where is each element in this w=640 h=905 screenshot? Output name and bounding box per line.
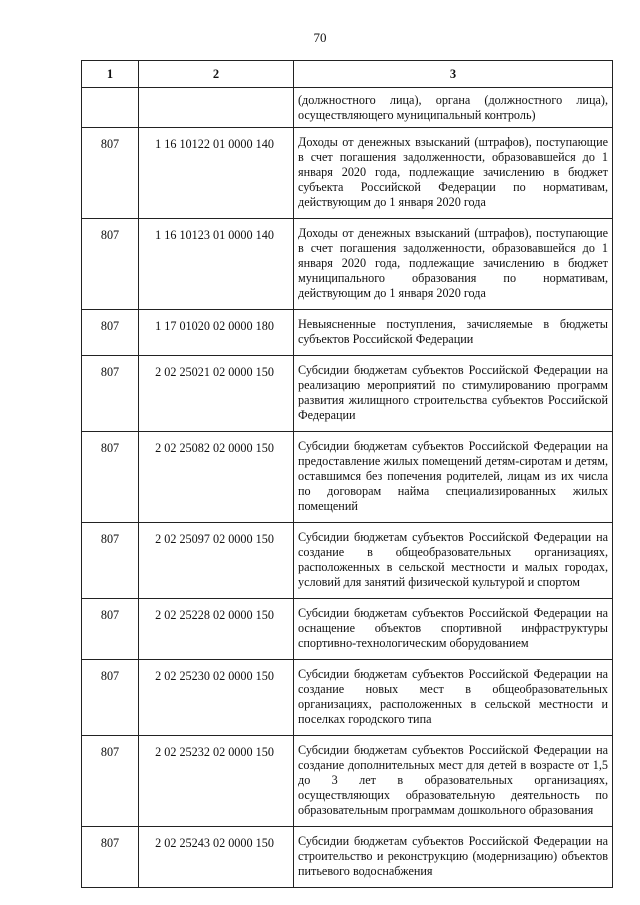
table-row: [82, 128, 613, 219]
admin-code-cell: 807: [82, 356, 139, 432]
budget-code-cell: [139, 88, 294, 128]
table-row: [82, 310, 613, 356]
budget-code-cell: 1 16 10122 01 0000 140: [139, 128, 294, 219]
budget-code-cell: 2 02 25082 02 0000 150: [139, 432, 294, 523]
description-cell: (должностного лица), органа (должностного лица), осуществляющего муниципальный контроль): [294, 88, 613, 128]
budget-code-cell: 2 02 25021 02 0000 150: [139, 356, 294, 432]
budget-code-cell: 2 02 25097 02 0000 150: [139, 523, 294, 599]
admin-code-cell: 807: [82, 599, 139, 660]
page-number: 70: [313, 30, 327, 45]
table-row: [82, 88, 613, 128]
admin-code-cell: 807: [82, 310, 139, 356]
description-cell: Субсидии бюджетам субъектов Российской Федерации на оснащение объектов спортивной инфраструктуры спортивно-технологическим оборудованием: [294, 599, 613, 660]
header-col-1: 1: [82, 61, 139, 88]
admin-code-cell: 807: [82, 128, 139, 219]
description-cell: Доходы от денежных взысканий (штрафов), поступающие в счет погашения задолженности, образовавшейся до 1 января 2020 года, подлежащие зачислению в бюджет муниципального образования по нормативам, действующим до 1 января 2020 года: [294, 219, 613, 310]
description-cell: Субсидии бюджетам субъектов Российской Федерации на создание в общеобразовательных организациях, расположенных в сельской местности и малых городах, условий для занятий физической культурой и спортом: [294, 523, 613, 599]
budget-code-cell: 2 02 25243 02 0000 150: [139, 827, 294, 888]
header-col-3: 3: [294, 61, 613, 88]
table-row: [82, 432, 613, 523]
revenue-codes-table: [81, 60, 613, 888]
table-row: [82, 736, 613, 827]
admin-code-cell: 807: [82, 660, 139, 736]
table-row: [82, 356, 613, 432]
description-cell: Субсидии бюджетам субъектов Российской Федерации на строительство и реконструкцию (модернизацию) объектов питьевого водоснабжения: [294, 827, 613, 888]
table-row: [82, 599, 613, 660]
admin-code-cell: [82, 88, 139, 128]
table-row: [82, 660, 613, 736]
admin-code-cell: 807: [82, 736, 139, 827]
budget-code-cell: 2 02 25230 02 0000 150: [139, 660, 294, 736]
budget-code-cell: 2 02 25232 02 0000 150: [139, 736, 294, 827]
header-col-2: 2: [139, 61, 294, 88]
admin-code-cell: 807: [82, 827, 139, 888]
description-cell: Субсидии бюджетам субъектов Российской Федерации на реализацию мероприятий по стимулированию программ развития жилищного строительства субъектов Российской Федерации: [294, 356, 613, 432]
budget-code-cell: 1 16 10123 01 0000 140: [139, 219, 294, 310]
table-row: [82, 523, 613, 599]
description-cell: Субсидии бюджетам субъектов Российской Федерации на предоставление жилых помещений детям-сиротам и детям, оставшимся без попечения родителей, лицам из их числа по договорам найма специализированных жилых помещений: [294, 432, 613, 523]
description-cell: Субсидии бюджетам субъектов Российской Федерации на создание новых мест в общеобразовательных организациях, расположенных в сельской местности и поселках городского типа: [294, 660, 613, 736]
admin-code-cell: 807: [82, 219, 139, 310]
description-cell: Субсидии бюджетам субъектов Российской Федерации на создание дополнительных мест для детей в возрасте от 1,5 до 3 лет в образовательных организациях, осуществляющих образовательную деятельность по образовательным программам дошкольного образования: [294, 736, 613, 827]
description-cell: Невыясненные поступления, зачисляемые в бюджеты субъектов Российской Федерации: [294, 310, 613, 356]
budget-code-cell: 2 02 25228 02 0000 150: [139, 599, 294, 660]
table-header-row: [82, 61, 613, 88]
admin-code-cell: 807: [82, 432, 139, 523]
table-row: [82, 219, 613, 310]
budget-code-cell: 1 17 01020 02 0000 180: [139, 310, 294, 356]
description-cell: Доходы от денежных взысканий (штрафов), поступающие в счет погашения задолженности, образовавшейся до 1 января 2020 года, подлежащие зачислению в бюджет субъекта Российской Федерации по нормативам, действующим до 1 января 2020 года: [294, 128, 613, 219]
table-row: [82, 827, 613, 888]
admin-code-cell: 807: [82, 523, 139, 599]
